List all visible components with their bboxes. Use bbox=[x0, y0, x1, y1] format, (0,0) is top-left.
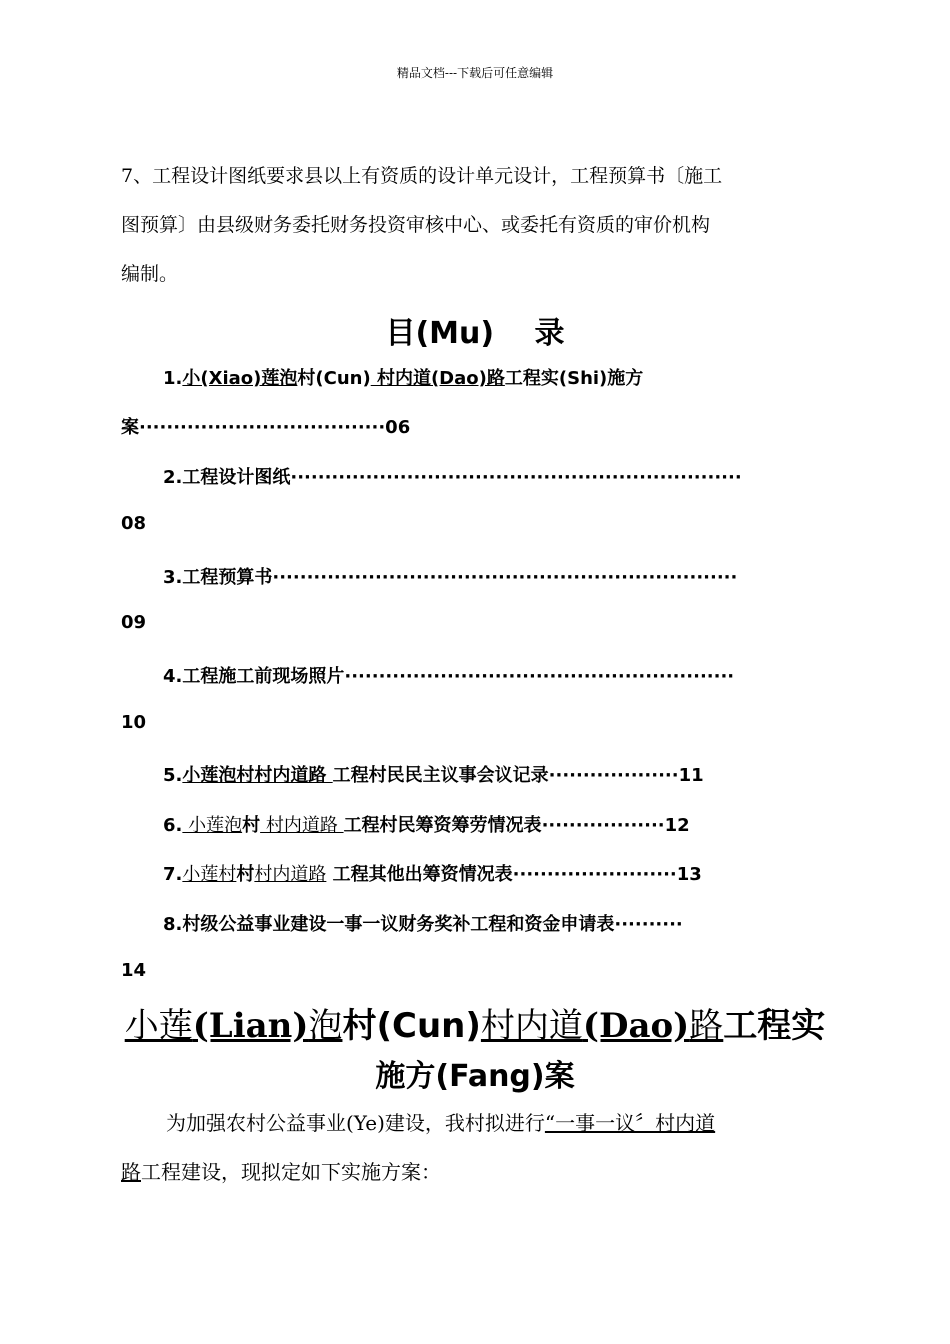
section-heading-line2: 施方(Fang)案 bbox=[375, 1059, 575, 1094]
toc-dots: ························································· bbox=[344, 666, 735, 687]
toc-item-1[interactable] bbox=[163, 364, 643, 390]
paragraph-line: 图预算〕由县级财务委托财务投资审核中心、或委托有资质的审价机构 bbox=[121, 214, 711, 236]
intro-text: 工程建设，现拟定如下实施方案： bbox=[141, 1160, 441, 1184]
toc-text: 3.工程预算书 bbox=[163, 567, 273, 588]
toc-page: 09 bbox=[121, 612, 147, 633]
toc-number: 5. bbox=[163, 765, 183, 786]
toc-title: 目(Mu) 录 bbox=[385, 316, 565, 351]
toc-item-8[interactable] bbox=[163, 910, 683, 936]
toc-text: 村 bbox=[242, 815, 261, 836]
toc-text: 2.工程设计图纸 bbox=[163, 467, 291, 488]
toc-dots: ·········· bbox=[614, 914, 683, 935]
toc-text: 小莲泡 bbox=[182, 815, 243, 836]
toc-text: 工程其他出筹资情况表 bbox=[326, 864, 513, 885]
toc-text: 工程村民筹资筹劳情况表 bbox=[343, 815, 542, 836]
toc-dots: ·················· bbox=[541, 815, 665, 836]
intro-text: 为加强农村公益事业(Ye)建设，我村拟进行 bbox=[166, 1111, 545, 1135]
toc-dots: ·································································· bbox=[290, 467, 742, 488]
heading-part: 村(Cun) bbox=[342, 1006, 481, 1046]
toc-number: 1. bbox=[163, 368, 183, 389]
toc-number: 7. bbox=[163, 864, 183, 885]
toc-text: 村内道(Dao)路 bbox=[370, 368, 505, 389]
heading-part: 村内道 bbox=[480, 1006, 583, 1046]
toc-text: 4.工程施工前现场照片 bbox=[163, 666, 345, 687]
paragraph-line: 编制。 bbox=[121, 263, 179, 285]
toc-page: 06 bbox=[385, 417, 411, 438]
toc-text: 工程实(Shi)施方 bbox=[504, 368, 644, 389]
toc-item-5[interactable] bbox=[163, 761, 704, 787]
toc-text: 村(Cun) bbox=[297, 368, 371, 389]
toc-dots: ···································································· bbox=[272, 567, 738, 588]
toc-item-1-cont[interactable] bbox=[121, 413, 410, 439]
toc-page: 12 bbox=[664, 815, 690, 836]
heading-part: 工程实 bbox=[723, 1006, 826, 1046]
toc-text: 小莲泡村村内道路 bbox=[182, 765, 333, 786]
heading-part: 路 bbox=[689, 1006, 724, 1046]
toc-dots: ························ bbox=[512, 864, 677, 885]
toc-page: 08 bbox=[121, 513, 147, 534]
toc-page: 11 bbox=[678, 765, 704, 786]
toc-text: 小(Xiao)莲泡 bbox=[182, 368, 298, 389]
toc-page: 10 bbox=[121, 712, 147, 733]
section-heading bbox=[0, 998, 950, 1047]
intro-line bbox=[166, 1107, 715, 1136]
toc-page: 13 bbox=[676, 864, 702, 885]
intro-line bbox=[121, 1156, 441, 1185]
toc-dots: ··················· bbox=[548, 765, 679, 786]
heading-part: (Dao) bbox=[582, 1006, 690, 1046]
toc-item-3[interactable] bbox=[163, 563, 737, 589]
toc-text: 案 bbox=[121, 417, 139, 438]
toc-text: 村 bbox=[236, 864, 255, 885]
paragraph-line: 7、工程设计图纸要求县以上有资质的设计单元设计，工程预算书〔施工 bbox=[121, 165, 723, 187]
toc-text: 8.村级公益事业建设一事一议财务奖补工程和资金申请表 bbox=[163, 914, 615, 935]
intro-text: “一事一议〞村内道 bbox=[544, 1111, 716, 1135]
toc-page: 14 bbox=[121, 960, 147, 981]
heading-part: 泡 bbox=[308, 1006, 343, 1046]
toc-item-4[interactable] bbox=[163, 662, 734, 688]
toc-text: 村内道路 bbox=[260, 815, 344, 836]
toc-number: 6. bbox=[163, 815, 183, 836]
toc-text: 工程村民民主议事会议记录 bbox=[332, 765, 549, 786]
toc-text: 小莲村 bbox=[182, 864, 237, 885]
toc-item-6[interactable] bbox=[163, 811, 690, 837]
toc-dots: ···································· bbox=[139, 417, 386, 438]
heading-part: (Lian) bbox=[192, 1006, 309, 1046]
toc-item-2[interactable] bbox=[163, 463, 742, 489]
toc-item-7[interactable] bbox=[163, 860, 702, 886]
heading-part: 小莲 bbox=[124, 1006, 193, 1046]
intro-text: 路 bbox=[121, 1160, 141, 1184]
header-note: 精品文档---下载后可任意编辑 bbox=[396, 66, 554, 80]
toc-text: 村内道路 bbox=[254, 864, 327, 885]
